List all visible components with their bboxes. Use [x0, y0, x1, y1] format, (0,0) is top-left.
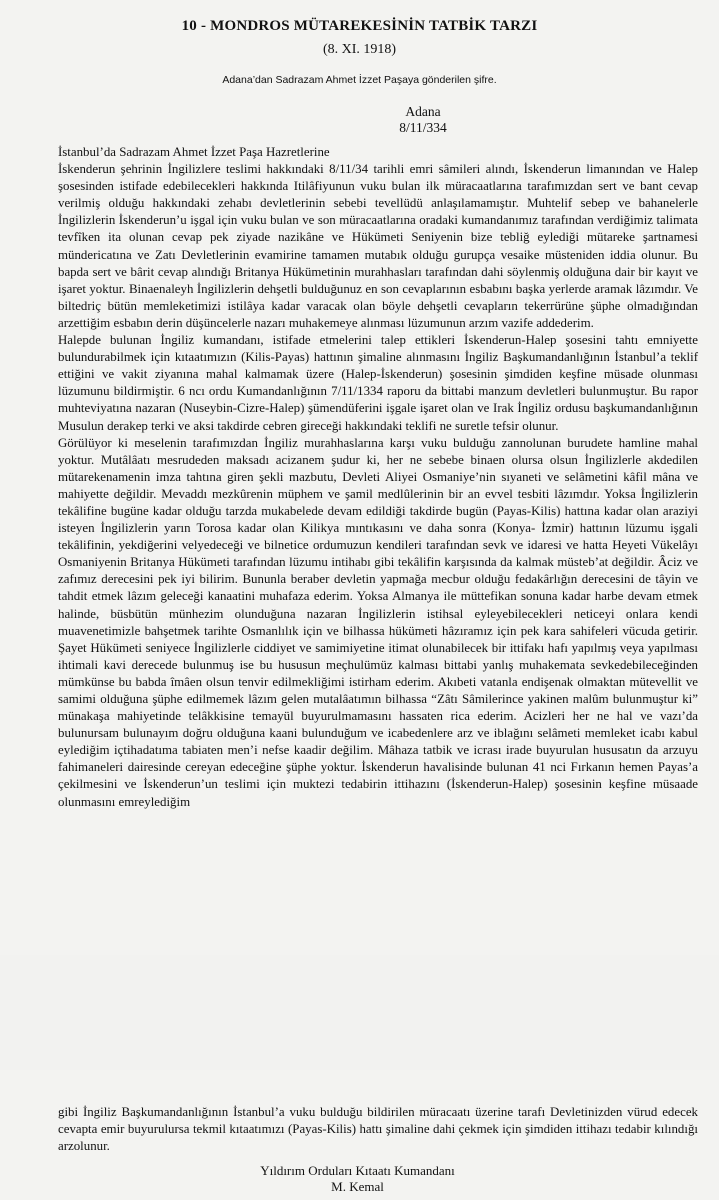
paragraph-2: Halepde bulunan İngiliz kumandanı, istifade etmelerini talep ettikleri İskenderun-Halep şosesini tahtı emniyette bulundurabilmek için kıtaatımızın (Kilis-Payas) hattının şimaline alınmasını İngiliz Başkumandanlığının İstanbul’a teklif ettiğini ve vakit ziyanına mahal kalmamak üzere (Halep-İskenderun) şosesinin şimdiden keşfine müsade olunması lüzumunu bildirmiştir. 6 ncı ordu Kumandanlığının 7/11/1334 raporu da bittabi manzum devletleri bulunmuştur. Bu rapor muhteviyatına nazaran (Nuseybin-Cizre-Halep) şümendüferini işgale işaret olan ve Irak İngiliz ordusu başkumandanlığının Musulun derakep terki ve aksi takdirde cebren gireceği hakkındaki teklifi ne suretle tefsir olunur. [58, 333, 698, 433]
signature-name: M. Kemal [331, 1179, 384, 1194]
place-name: Adana [405, 104, 441, 119]
place-date-block [378, 104, 468, 136]
letter-body [58, 144, 698, 811]
document-title: 10 - MONDROS MÜTAREKESİNİN TATBİK TARZI [181, 18, 538, 34]
document-date-subtitle: (8. XI. 1918) [322, 42, 397, 57]
paragraph-1: İskenderun şehrinin İngilizlere teslimi hakkındaki 8/11/34 tarihli emri sâmileri alındı, İskenderun limanından ve Halep şosesinden istifade edebilecekleri hakkında Itilâfiyunun vuku bulan ilk müracaatlarına tarafımızdan sert ve bant cevap verilmiş olduğu hakkındaki zehabı devletlerinin sebebi tevellüdü anlaşılamamıştır. Muhtelif sebep ve bahanelerle İngilizlerin İskenderun’u işgal için vuku bulan ve son müracaatlarına oradaki kumandanımız tarafından verdiğimiz talimata tevfîken ita olunan cevap pek ziyade nazikâne ve Hükümeti Seniyenin bize tebliğ eylediği mütareke şartnamesi mündericatına ve Zatı Devletlerinin evamirine tamamen mutabık olduğu gurupça vesaike müsteniden iddia olunur. Bu bapda sert ve bârit cevap alındığı Britanya Hükümetinin murahhasları tarafından dahi söylenmiş olduğuna dair bir kayıt ve işaret yoktur. Binaenaleyh İngilizlerin dehşetli bulduğunuz en son cevaplarının esbabını başka yerlerde aramak lâzımdır. Ve biltedriç bütün memleketimizi istilâya kadar varacak olan böyle dehşetli cevapların tekerrürüne şüphe olmadığından arzettiğim esbabın derin düşüncelerle nazarı muhakemeye alınması lüzumunun arzım vazife addederim. [58, 162, 698, 330]
continuation-paragraph: gibi İngiliz Başkumandanlığının İstanbul’a vuku bulduğu bildirilen müracaatı üzerine tarafı Devletinizden vürud edecek cevapta emir buyurulursa tekmil kıtaatımızı (Payas-Kilis) hattı şimaline dahi çekmek için şimdiden ittihazı tedabir kılındığı arzolunur. [58, 1105, 698, 1154]
page-gap [0, 955, 719, 1070]
signature-title: Yıldırım Orduları Kıtaatı Kumandanı [260, 1163, 455, 1178]
place-date: 8/11/334 [399, 120, 447, 135]
signature-block [250, 1163, 465, 1195]
letter-continuation [58, 1104, 698, 1155]
document-note: Adana’dan Sadrazam Ahmet İzzet Paşaya gönderilen şifre. [222, 74, 497, 86]
addressee-line: İstanbul’da Sadrazam Ahmet İzzet Paşa Hazretlerine [58, 145, 330, 159]
paragraph-3: Görülüyor ki meselenin tarafımızdan İngiliz murahhaslarına karşı vuku bulduğu zannolunan burudete hamline mahal yoktur. Mutâlâatı mesrudeden maksadı acizanem şudur ki, her ne sebebe binaen olursa olsun İngilizlerle akdedilen mütarekenamenin imza tahtına giren şekli mazbutu, Devleti Aliyei Osmaniye’nin sıyaneti ve selâmetini kâfil mâna ve mahiyette değildir. Mevaddı mezkûrenin müphem ve şamil medlûlerinin bir an evvel tesbiti lâzımdır. Yoksa İngilizlerin tekâlifine bugüne kadar olduğu tarzda mukabelede devam edildiği takdirde bugün (Payas-Kilis) hattına kadar olan araziyi isteyen İngilizlerin yarın Torosa kadar olan Kilikya mıntıkasını ve daha sonra (Konya- İzmir) hattının lüzumu işgali tekâlifinin, yekdiğerini velyedeceği ve bilnetice ordumuzun kendileri tarafından sevk ve idaresi ve hatta Heyeti Vükelâyı Osmaniyenin Britanya Hükümeti tarafından lüzumu intihabı gibi tekâlifin karşısında da kalmak müsteb’at değildir. Âciz ve zafımız derecesini pek iyi bilirim. Bununla beraber devletin yapmağa mecbur olduğu fedakârlığın derecesini de tâyin ve tahdit etmek lâzım geleceği kanaatini muhafaza ederim. Yoksa Almanya ile müttefikan sonuna kadar harbe devam etmek halinde, büsbütün münhezim olunduğuna nazaran İngilizlerin istihsal eyleyebilecekleri neticeyi onlara kendi muavenetimizle bahşetmek tarihte Osmanlılık için ve bilhassa hükümeti hâzıramız için pek kara sahifeleri vücuda getirir. Şayet Hükümeti seniyece İngilizlerle ciddiyet ve samimiyetine itimat olunabilecek bir ittifakı hafı yapılmış veya yapılması ihtimali kavi derecede bulunmuş ise bu hususun meçhulümüz kalması bittabi yanlış muhakemata sevkedebileceğinden mümkünse bu babda îmâen olsun tenvir edilmekliğimi istirham ederim. Akıbeti vatanla endişenak olmaktan mütevellit ve samimi olduğuna şüphe edilmemek lâzım gelen mutalâatımın bilhassa “Zâtı Sâmilerince yakinen malûm bulunmuştur ki” münakaşa mahiyetinde telâkkisine temayül buyurulmamasını hassaten rica ederim. Acizleri her ne hal ve vazı’da bulunursam bulunayım doğru olduğuna kaani bulunduğum ve icabedenlere arz ve iblağını selâmeti memleket icabı kabul eylediğim içtihadatıma tabiaten men’i nefse kaadir değilim. Mâhaza tatbik ve icrası irade buyurulan hususatın da arzuyu fahimaneleri dairesinde cereyan edeceğine şüphe yoktur. İskenderun havalisinde bulunan 41 nci Fırkanın hemen Payas’a çekilmesini ve İskenderun’un teslimi için muktezi tedabirin ittihazını (İskenderun-Halep) şosesinin keşfine müsaade olunmasını emreylediğim [58, 435, 698, 809]
